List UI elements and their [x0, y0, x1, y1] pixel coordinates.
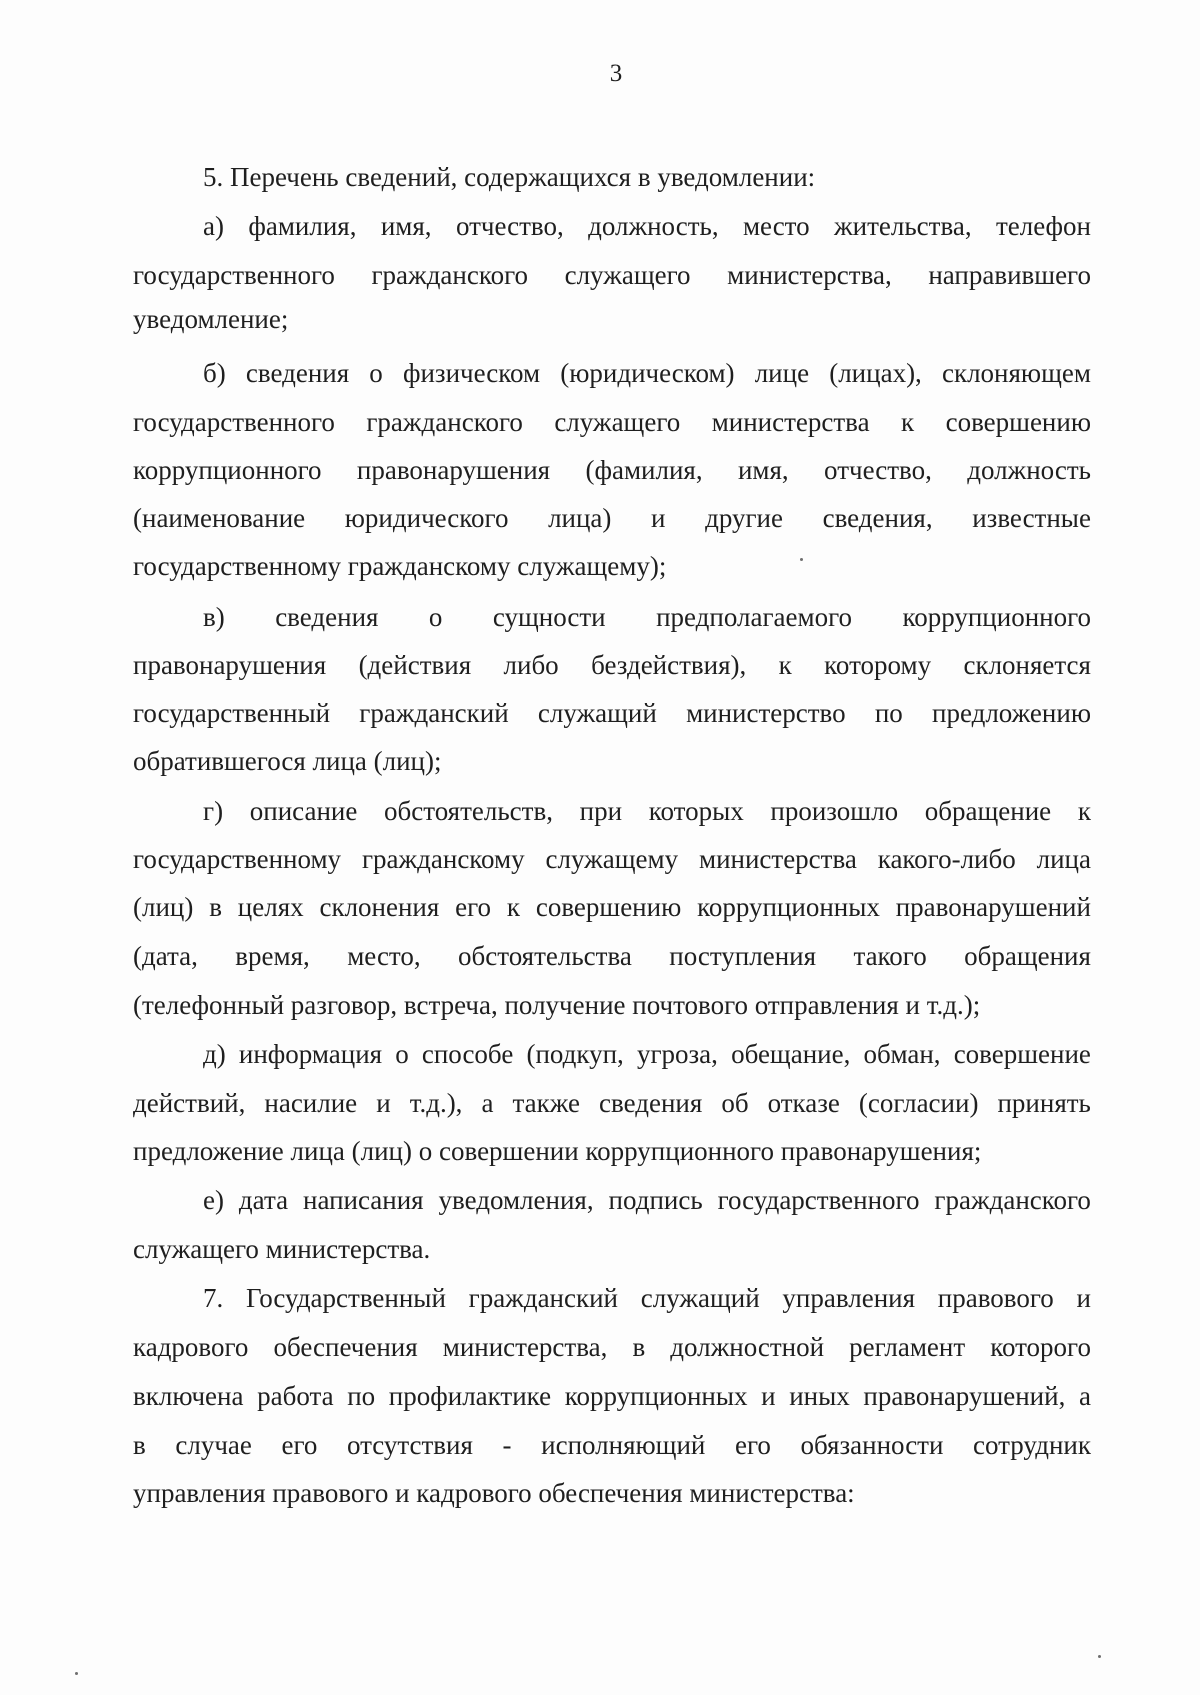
word: предложению: [932, 698, 1091, 728]
word: отказе: [767, 1088, 840, 1118]
word: (действия: [358, 650, 472, 680]
word: обстоятельств,: [384, 796, 553, 826]
word: о: [395, 1039, 409, 1069]
word: д): [203, 1039, 226, 1069]
word: (дата,: [133, 941, 198, 971]
word: уведомления,: [438, 1185, 594, 1215]
word: предполагаемого: [656, 602, 852, 632]
word: которому: [824, 650, 932, 680]
word: сведения: [245, 358, 350, 388]
text-line: [133, 452, 1091, 488]
word: его: [734, 1430, 771, 1460]
word: -: [502, 1430, 512, 1460]
word: (наименование: [133, 503, 306, 533]
word: подпись: [608, 1185, 703, 1215]
word: должность: [967, 455, 1091, 485]
word: а: [1078, 1381, 1091, 1411]
word: государственный: [133, 698, 331, 728]
word: б): [203, 358, 226, 388]
word: коррупционных: [564, 1381, 748, 1411]
text-line: [133, 257, 1091, 293]
word: к: [1077, 796, 1091, 826]
word: Государственный: [245, 1283, 446, 1313]
word: при: [579, 796, 623, 826]
word: место,: [347, 941, 421, 971]
word: кадрового: [133, 1332, 249, 1362]
word: принять: [997, 1088, 1091, 1118]
text-line: [133, 1085, 1091, 1121]
scan-speck: [1098, 1655, 1101, 1658]
scan-speck: [75, 1672, 78, 1675]
word: совершению: [535, 892, 682, 922]
word: сотрудник: [973, 1430, 1091, 1460]
text-line: государственному гражданскому служащему);: [133, 551, 667, 581]
word: бездействия),: [591, 650, 747, 680]
word: имя,: [737, 455, 789, 485]
text-line: [133, 695, 1091, 731]
word: лица): [548, 503, 612, 533]
word: произошло: [770, 796, 899, 826]
text-line: служащего министерства.: [133, 1234, 431, 1264]
word: действий,: [133, 1088, 246, 1118]
word: и: [376, 1088, 391, 1118]
scan-speck: [800, 558, 803, 561]
word: его: [455, 892, 492, 922]
word: исполняющий: [541, 1430, 706, 1460]
word: должностной: [670, 1332, 825, 1362]
word: гражданскому: [361, 844, 525, 874]
text-line: [133, 500, 1091, 536]
word: министерства: [711, 407, 870, 437]
text-line: [133, 1329, 1091, 1365]
word: государственного: [133, 407, 335, 437]
text-line: [133, 1378, 1091, 1414]
word: обязанности: [800, 1430, 944, 1460]
word: служащий: [640, 1283, 760, 1313]
word: склонения: [319, 892, 440, 922]
word: (лицах),: [829, 358, 922, 388]
word: (подкуп,: [526, 1039, 624, 1069]
text-line: предложение лица (лиц) о совершении коррупционного правонарушения;: [133, 1136, 982, 1166]
text-line: (телефонный разговор, встреча, получение почтового отправления и т.д.);: [133, 990, 981, 1020]
word: гражданский: [468, 1283, 619, 1313]
word: государственного: [717, 1185, 920, 1215]
word: обещание,: [731, 1039, 851, 1069]
word: другие: [705, 503, 783, 533]
word: информация: [238, 1039, 383, 1069]
word: (лиц): [133, 892, 194, 922]
word: служащему: [545, 844, 679, 874]
word: насилие: [264, 1088, 358, 1118]
word: целях: [237, 892, 304, 922]
word: гражданского: [934, 1185, 1091, 1215]
word: (согласии): [858, 1088, 979, 1118]
text-line: [203, 1280, 1091, 1316]
word: министерство: [686, 698, 846, 728]
word: телефон: [995, 211, 1091, 241]
word: об: [721, 1088, 749, 1118]
word: регламент: [849, 1332, 966, 1362]
word: физическом: [402, 358, 541, 388]
word: к: [778, 650, 792, 680]
word: какого-либо: [877, 844, 1016, 874]
word: написания: [303, 1185, 424, 1215]
word: дата: [238, 1185, 289, 1215]
word: время,: [235, 941, 310, 971]
word: (юридическом): [560, 358, 735, 388]
word: служащий: [537, 698, 657, 728]
word: известные: [972, 503, 1091, 533]
word: министерства,: [727, 260, 892, 290]
word: коррупционного: [902, 602, 1091, 632]
word: к: [506, 892, 520, 922]
text-line: обратившегося лица (лиц);: [133, 746, 442, 776]
word: имя,: [380, 211, 432, 241]
text-line: [133, 404, 1091, 440]
text-line: 5. Перечень сведений, содержащихся в уведомлении:: [203, 162, 816, 192]
word: его: [281, 1430, 318, 1460]
word: которого: [990, 1332, 1091, 1362]
word: обстоятельства: [458, 941, 632, 971]
word: министерства,: [442, 1332, 608, 1362]
text-line: [203, 599, 1091, 635]
word: управления: [782, 1283, 916, 1313]
word: в: [133, 1430, 146, 1460]
word: правонарушения: [133, 650, 327, 680]
word: место: [742, 211, 810, 241]
word: склоняющем: [941, 358, 1091, 388]
word: т.д.),: [409, 1088, 463, 1118]
text-line: [203, 1182, 1091, 1218]
word: которых: [648, 796, 744, 826]
word: а): [203, 211, 224, 241]
text-line: [133, 841, 1091, 877]
word: лице: [754, 358, 810, 388]
word: г): [203, 796, 224, 826]
word: описание: [249, 796, 358, 826]
text-line: [203, 355, 1091, 391]
word: иных: [789, 1381, 850, 1411]
word: и: [1076, 1283, 1091, 1313]
word: либо: [503, 650, 559, 680]
word: профилактике: [388, 1381, 552, 1411]
word: способе: [421, 1039, 514, 1069]
text-line: уведомление;: [133, 304, 289, 334]
word: и: [651, 503, 666, 533]
word: сведения: [275, 602, 379, 632]
text-line: [133, 889, 1091, 925]
word: 7.: [203, 1283, 224, 1313]
word: государственному: [133, 844, 342, 874]
text-line: [203, 793, 1091, 829]
word: коррупционных: [697, 892, 880, 922]
word: обращение: [924, 796, 1052, 826]
text-line: [203, 1036, 1091, 1072]
word: и: [761, 1381, 776, 1411]
word: работа: [257, 1381, 334, 1411]
word: направившего: [928, 260, 1091, 290]
word: правонарушения: [356, 455, 551, 485]
word: по: [874, 698, 903, 728]
word: юридического: [344, 503, 509, 533]
word: (фамилия,: [585, 455, 703, 485]
word: гражданского: [371, 260, 528, 290]
word: включена: [133, 1381, 244, 1411]
word: отчество,: [824, 455, 932, 485]
word: отчество,: [455, 211, 564, 241]
word: служащего: [554, 407, 681, 437]
word: а: [481, 1088, 494, 1118]
word: обман,: [863, 1039, 941, 1069]
word: фамилия,: [248, 211, 357, 241]
word: совершение: [953, 1039, 1091, 1069]
word: в: [209, 892, 222, 922]
text-line: [133, 938, 1091, 974]
word: совершению: [945, 407, 1091, 437]
word: служащего: [564, 260, 691, 290]
word: должность,: [588, 211, 719, 241]
word: угроза,: [636, 1039, 718, 1069]
text-line: [133, 647, 1091, 683]
word: такого: [853, 941, 927, 971]
word: сведения,: [822, 503, 933, 533]
word: в: [632, 1332, 646, 1362]
word: сведения: [599, 1088, 703, 1118]
word: гражданский: [359, 698, 509, 728]
word: склоняется: [963, 650, 1091, 680]
word: поступления: [669, 941, 817, 971]
word: о: [428, 602, 443, 632]
word: е): [203, 1185, 224, 1215]
word: гражданского: [366, 407, 523, 437]
word: также: [512, 1088, 580, 1118]
page-number: 3: [609, 60, 623, 87]
word: о: [369, 358, 383, 388]
word: к: [901, 407, 915, 437]
word: отсутствия: [346, 1430, 473, 1460]
text-line: [133, 1427, 1091, 1463]
word: коррупционного: [133, 455, 322, 485]
text-line: управления правового и кадрового обеспечения министерства:: [133, 1478, 855, 1508]
word: государственного: [133, 260, 335, 290]
word: правового: [937, 1283, 1054, 1313]
word: правонарушений: [895, 892, 1091, 922]
word: по: [347, 1381, 376, 1411]
word: в): [203, 602, 225, 632]
word: обращения: [964, 941, 1091, 971]
word: обеспечения: [273, 1332, 418, 1362]
text-line: [203, 208, 1091, 244]
word: правонарушений,: [863, 1381, 1066, 1411]
word: жительства,: [834, 211, 972, 241]
word: лица: [1036, 844, 1091, 874]
word: сущности: [492, 602, 606, 632]
word: случае: [175, 1430, 252, 1460]
word: министерства: [698, 844, 857, 874]
